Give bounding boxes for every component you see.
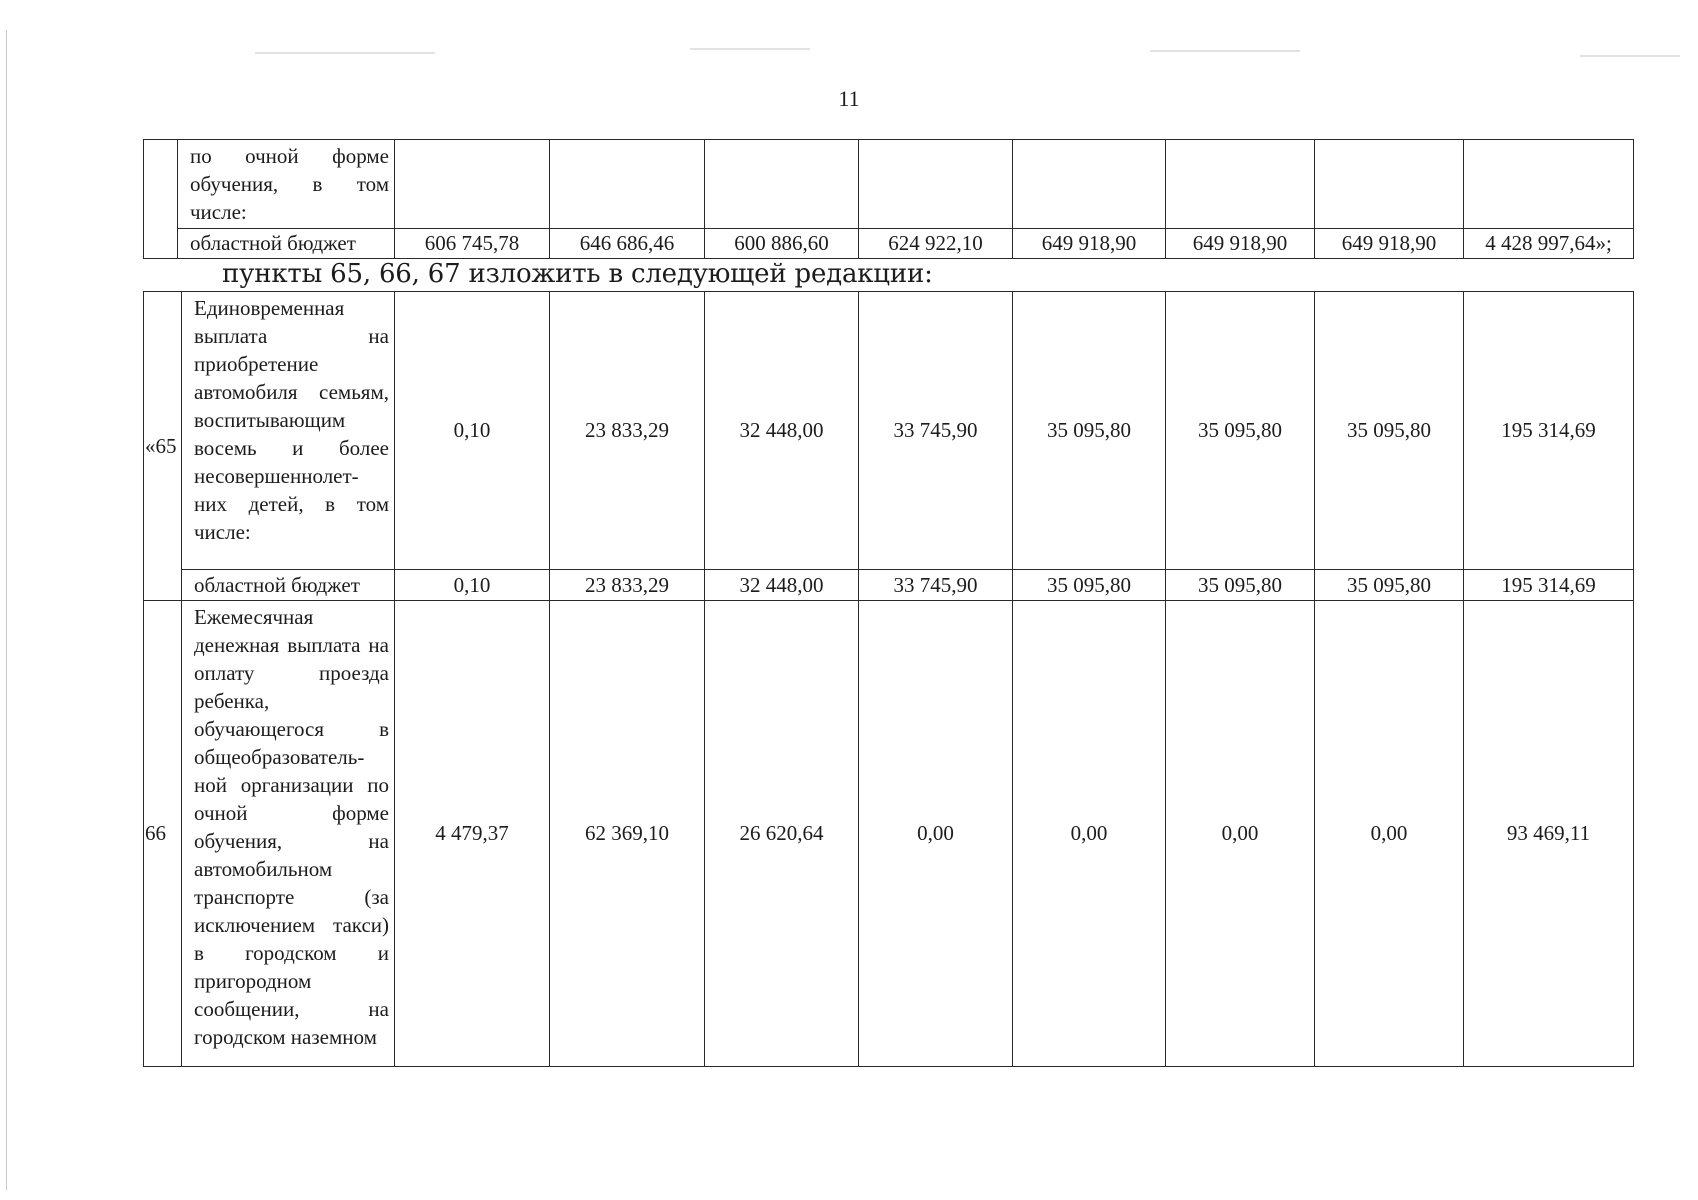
empty-cell: [1464, 140, 1634, 229]
value-cell: 624 922,10: [859, 229, 1013, 259]
value-cell: 0,10: [395, 292, 550, 570]
value-cell: 649 918,90: [1315, 229, 1464, 259]
value-cell: 35 095,80: [1013, 570, 1166, 601]
empty-cell: [550, 140, 705, 229]
empty-cell: [705, 140, 859, 229]
value-cell: 646 686,46: [550, 229, 705, 259]
value-cell: 35 095,80: [1315, 570, 1464, 601]
scan-noise: [1580, 55, 1680, 57]
value-cell: 649 918,90: [1166, 229, 1315, 259]
value-cell: 93 469,11: [1464, 601, 1634, 1067]
continuation-table: [143, 139, 1634, 259]
row-description: по очной форме обучения, в том числе:: [178, 140, 395, 229]
value-cell: 26 620,64: [705, 601, 859, 1067]
empty-cell: [395, 140, 550, 229]
section-heading: пункты 65, 66, 67 изложить в следующей редакции:: [222, 259, 933, 289]
scan-noise: [255, 52, 435, 54]
value-cell: 35 095,80: [1013, 292, 1166, 570]
value-cell: 35 095,80: [1166, 570, 1315, 601]
table-row: [144, 292, 1634, 570]
empty-cell: [1315, 140, 1464, 229]
row-description: Ежемесячная денежная выплата на оплату проезда ребенка, обучающегося в общеобразователь-ной организации по очной форме обучения, на автомобильном транспорте (за исключением такси) в городском и пригородном сообщении, на городском наземном: [182, 601, 395, 1067]
value-cell: 0,00: [1315, 601, 1464, 1067]
table-row: [144, 140, 1634, 229]
scan-noise: [690, 48, 810, 50]
value-cell: 32 448,00: [705, 570, 859, 601]
budget-label: областной бюджет: [182, 570, 395, 601]
value-cell: 23 833,29: [550, 570, 705, 601]
row-number: «65: [144, 292, 182, 601]
value-cell: 35 095,80: [1315, 292, 1464, 570]
scan-edge: [6, 30, 7, 1190]
value-cell: 0,00: [1013, 601, 1166, 1067]
value-cell: 600 886,60: [705, 229, 859, 259]
table-row: [144, 570, 1634, 601]
value-cell: 0,00: [859, 601, 1013, 1067]
value-cell: 32 448,00: [705, 292, 859, 570]
empty-cell: [1166, 140, 1315, 229]
value-cell: 0,00: [1166, 601, 1315, 1067]
value-cell: 33 745,90: [859, 570, 1013, 601]
budget-label: областной бюджет: [178, 229, 395, 259]
value-cell: 35 095,80: [1166, 292, 1315, 570]
budget-table: [143, 291, 1634, 1067]
value-cell: 195 314,69: [1464, 570, 1634, 601]
empty-cell: [1013, 140, 1166, 229]
table-row: [144, 229, 1634, 259]
value-cell: 649 918,90: [1013, 229, 1166, 259]
value-cell: 62 369,10: [550, 601, 705, 1067]
empty-cell: [859, 140, 1013, 229]
value-cell: 0,10: [395, 570, 550, 601]
value-cell: 23 833,29: [550, 292, 705, 570]
row-description: Единовременная выплата на приобретение автомобиля семьям, воспитывающим восемь и более несовершеннолет-них детей, в том числе:: [182, 292, 395, 570]
row-number-cell: [144, 140, 178, 259]
value-cell: 4 428 997,64»;: [1464, 229, 1634, 259]
row-number: 66: [144, 601, 182, 1067]
value-cell: 606 745,78: [395, 229, 550, 259]
page-number: 11: [838, 86, 860, 111]
value-cell: 33 745,90: [859, 292, 1013, 570]
value-cell: 4 479,37: [395, 601, 550, 1067]
table-row: [144, 601, 1634, 1067]
scan-noise: [1150, 50, 1300, 52]
value-cell: 195 314,69: [1464, 292, 1634, 570]
